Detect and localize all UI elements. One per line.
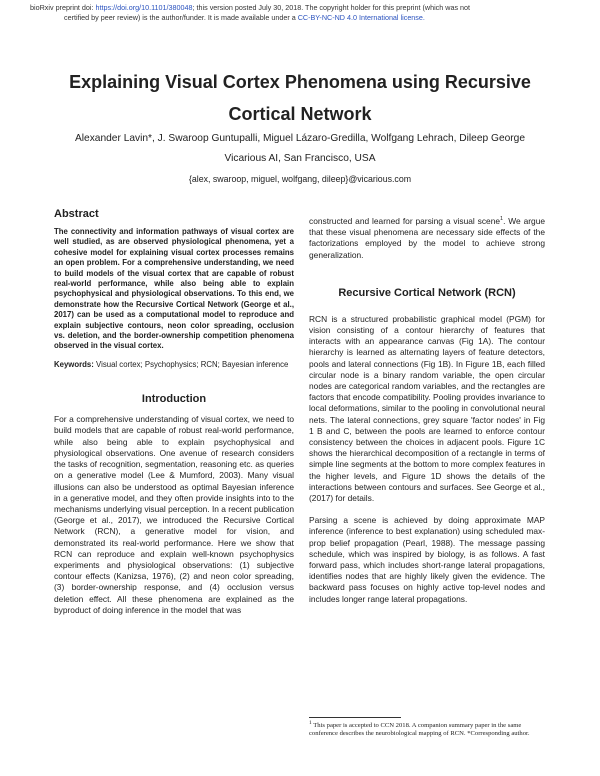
author-list: Alexander Lavin*, J. Swaroop Guntupalli, Miguel Lázaro-Gredilla, Wolfgang Lehrach, Dileep George: [74, 133, 525, 144]
right-column: [309, 216, 545, 605]
parsing-text: Parsing a scene is achieved by doing approximate MAP inference (inference to best explanation) using scheduled max-prop belief propagation (Pearl, 1988). The message passing schedule, which was inspired by biology, is as follows. A fast forward pass, which includes short-range lateral propagations, identifies nodes that are highly likely given the evidence. The backward pass focuses on highly active top-level nodes and includes longer range lateral propagations.: [309, 515, 545, 604]
affiliation: Vicarious AI, San Francisco, USA: [224, 153, 376, 164]
introduction-text: For a comprehensive understanding of visual cortex, we need to build models that are capable of robust real-world performance, while also being able to explain psychophysical and physiological observations. One avenue of research considers the tasks of recognition, segmentation, reasoning etc. as queries on a generative model (Lee & Mumford, 2003). Many visual illusions can also be understood as optimal Bayesian inference in a generative model, and they often provide insights into to the mechanisms underlying visual perception. In a recent publication (George et al., 2017), we introduced the Recursive Cortical Network (RCN), a generative model for vision, and demonstrated its real-world performance. Here we show that RCN can reproduce and explain well-known psychophysics experiments and physiological observations: (1) subjective contour effects (Kanizsa, 1976), (2) and neon color spreading, (3) border-ownership response, and (4) occlusion versus deletion effect. All these phenomena are explained as the byproduct of doing inference in the model that was: [54, 414, 294, 615]
keywords-label: Keywords:: [54, 359, 94, 369]
left-column: [54, 207, 294, 616]
abstract-text: The connectivity and information pathways of visual cortex are well studied, as are observed physiological phenomena, yet a cohesive model for explaining visual cortex processes remains an open problem. For a comprehensive understanding, we need to build models of the visual cortex that are capable of robust real-world performance, while also being able to explain psychophysical and physiological observations. To this end, we demonstrate how the Recursive Cortical Network (George et al., 2017) can be used as a computational model to reproduce and explain subjective contours, neon color spreading, occlusion vs. deletion, and the border-ownership competition phenomena observed in the visual cortex.: [54, 227, 294, 351]
rcn-heading: Recursive Cortical Network (RCN): [338, 286, 516, 299]
header-prefix: bioRxiv preprint doi:: [30, 3, 96, 12]
footnote: [309, 719, 545, 739]
email-addresses: {alex, swaroop, miguel, wolfgang, dileep}@vicarious.com: [188, 174, 412, 184]
header-line-2: [30, 13, 570, 23]
continued-text: constructed and learned for parsing a visual scene: [309, 216, 501, 226]
keywords: [54, 360, 294, 370]
license-link[interactable]: CC-BY-NC-ND 4.0 International license.: [297, 12, 425, 22]
rcn-text: RCN is a structured probabilistic graphical model (PGM) for vision consisting of a contour hierarchy of features that interacts with an appearance canvas (Fig 1A). The contour hierarchy is learned as alternating layers of feature detectors, pools and lateral connections (Fig 1B). In Figure 1B, each filled circular node is a binary random variable, the open circular nodes are categorical random variables, and the rectangles are factors that encode compatibility. Pooling provides invariance to local deformations, similar to the pooling in convolutional neural nets. The lateral connections, grey square 'factor nodes' in Fig 1 B and C, between the pools are learned to enforce contour consistency between the choices in adjacent pools. Figure 1C shows the hierarchical decomposition of a rectangle in terms of simple line segments at the bottom to more complex features in the higher levels, and Figure 1D shows the details of the interactions between contours and surfaces. See George et al., (2017) for details.: [309, 313, 545, 504]
footnote-number: 1: [309, 719, 312, 726]
introduction-heading: Introduction: [141, 393, 207, 406]
preprint-header: [30, 3, 570, 22]
paper-title: Explaining Visual Cortex Phenomena using Recursive Cortical Network: [69, 72, 531, 124]
keywords-text: Visual cortex; Psychophysics; RCN; Bayesian inference: [93, 359, 289, 369]
continued-paragraph: [309, 216, 545, 261]
header-suffix: ; this version posted July 30, 2018. The copyright holder for this preprint (which was not: [192, 3, 471, 12]
footnote-marker[interactable]: 1: [500, 216, 504, 223]
header-line2-prefix: certified by peer review) is the author/funder. It is made available under a: [64, 12, 298, 22]
continued-text-2: . We argue that these visual phenomena are necessary side effects of the factorizations employed by the model to achieve strong generalization.: [309, 216, 546, 260]
footnote-text: This paper is accepted to CCN 2018. A companion summary paper in the same conference describes the neurobiological mapping of RCN. *Corresponding author.: [309, 722, 530, 738]
abstract-heading: Abstract: [54, 208, 99, 220]
footnote-rule: [309, 717, 401, 718]
header-line-1: [30, 3, 570, 13]
doi-link[interactable]: https://doi.org/10.1101/380048: [95, 3, 193, 12]
